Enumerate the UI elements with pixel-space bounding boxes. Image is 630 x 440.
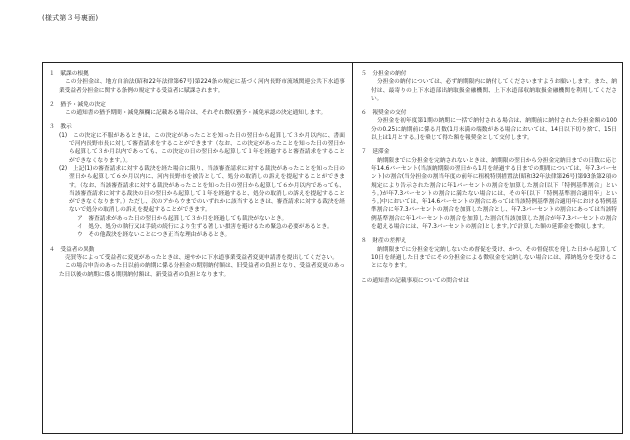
section-deferral xyxy=(49,101,345,118)
appeal-sub-i: イ 処分、処分の執行又は手続の続行により生ずる著しい損害を避けるため緊急の必要があるとき。 xyxy=(77,224,333,231)
section-transfer xyxy=(49,246,345,279)
section-seizure-title: ８ 財産の差押え xyxy=(361,238,407,245)
section-seizure-body: 納期限までに分担金を完納しないため督促を受け、かつ、その督促状を発した日から起算して10日を経過した日までにその分担金による徴収金を完納しない場合には、滞納処分を受けることになります。 xyxy=(371,246,617,270)
notice-frame xyxy=(42,62,623,434)
section-reward-title: ６ 報奨金の交付 xyxy=(361,110,407,117)
section-deferral-body: この通知書の猶予期間・減免額欄に記載ある場合は、それぞれ徴収猶予・減免承認の決定通知します。 xyxy=(65,110,327,117)
left-column xyxy=(49,70,345,285)
column-divider xyxy=(352,63,353,433)
appeal-sub-a: ア 審査請求があった日の翌日から起算して３か月を経過しても裁決がないとき。 xyxy=(77,215,288,222)
section-appeal-title: ３ 教示 xyxy=(49,124,72,131)
appeal-item-2: (2) 上記(1)の審査請求に対する裁決を経た場合に限り、当該審査請求に対する裁決があったことを知った日の翌日から起算して６か月以内に、河内長野市を被告として、処分の取消しの訴えを提起することができます。（なお、当該審査請求に対する裁決があったことを知った日の翌日から起算して６か月以内であっても、当該審査請求に対する裁決の日の翌日から起算して１年を経過すると、処分の取消しの訴えを提起することができなくなります。）ただし、次のアからウまでのいずれかに該当するときは、審査請求に対する裁決を経ないで処分の取消しの訴えを提起することができます。 xyxy=(59,165,345,214)
section-deferral-title: ２ 猶予・減免の決定 xyxy=(49,101,106,108)
right-column xyxy=(361,70,617,285)
section-basis-body: この分担金は、地方自治法(昭和22年法律第67号)第224条の規定に基づく河内長野市流域関連公共下水道事業受益者分担金に関する条例の規定する受益者に賦課されます。 xyxy=(59,79,345,94)
appeal-sub-u: ウ その他裁決を経ないことにつき正当な理由があるとき。 xyxy=(77,232,231,239)
section-basis xyxy=(49,70,345,95)
section-payment-body: 分担金の納付については、必ず納期限内に納付してくださいますようお願いします。また、納付は、最寄りの上下水道部出納取扱金融機関、上下水道部収納取扱金融機関を利用してください。 xyxy=(371,79,617,102)
section-reward-body: 分担金を初年度第1期の納期に一括で納付される場合は、納期前に納付された分担金額の100分の0.25に納期前に係る月数(1月未満の端数がある場合においては、14日以下切り捨て、15日以上は1月とする。)を乗じて得た額を報奨金として交付します。 xyxy=(371,118,617,142)
section-late-fee-body: 納期限までに分担金を完納されないときは、納期限の翌日から分担金完納日までの日数に応じ年14.6パーセント(当該納期限の翌日から1月を経過する日までの期間については、年7.3パーセント)の割合(当分担金の割当年度の前年に租税特別措置法(昭和32年法律第26号)第93条第2項の規定により告示された割合に年1パーセントの割合を加算した割合(以下「特例基準割合」という。)が年7.3パーセントの割合に満たない場合には、その年(以下「特例基準割合適用年」という。)中においては、年14.6パーセントの割合にあっては当該特例基準割合適用年における特例基準割合に年7.3パーセントの割合を加算した割合とし、年7.3パーセントの割合にあっては当該特例基準割合に年1パーセントの割合を加算した割合(当該加算した割合が年7.3パーセントの割合を超える場合には、年7.3パーセントの割合)とします。)で計算した額の延滞金を徴収します。 xyxy=(371,157,617,231)
section-transfer-body-1: 売買等によって受益者に変更があったときは、速やかに下水道事業受益者変更申請書を提出してください。 xyxy=(65,254,338,261)
section-late-fee-title: ７ 延滞金 xyxy=(361,149,390,156)
section-payment xyxy=(361,70,617,103)
section-late-fee xyxy=(361,148,617,231)
section-basis-title: １ 賦課の根拠 xyxy=(49,71,89,77)
section-transfer-title: ４ 受益者の異動 xyxy=(49,246,95,253)
section-payment-title: ５ 分担金の納付 xyxy=(361,71,407,77)
section-seizure xyxy=(361,237,617,270)
section-appeal xyxy=(49,123,345,239)
appeal-item-1: (1) この決定に不服があるときは、この決定があったことを知った日の翌日から起算して３か月以内に、書面で河内長野市長に対して審査請求をすることができます（なお、この決定があったことを知った日の翌日から起算して３か月以内であっても、この決定の日の翌日から起算して１年を経過すると審査請求をすることができなくなります。）。 xyxy=(59,132,345,164)
contact-inquiry-text: この通知書の記載事項についての問合せは xyxy=(361,277,469,284)
section-transfer-body-2: この場合申告のあった日以前の納期に係る分担金の期別納付額は、旧受益者の負担となり、受益者変更のあった日以後の納期に係る期別納付額は、新受益者の負担となります。 xyxy=(59,263,345,278)
form-number: (様式第３号裏面) xyxy=(42,14,99,22)
section-reward xyxy=(361,109,617,142)
